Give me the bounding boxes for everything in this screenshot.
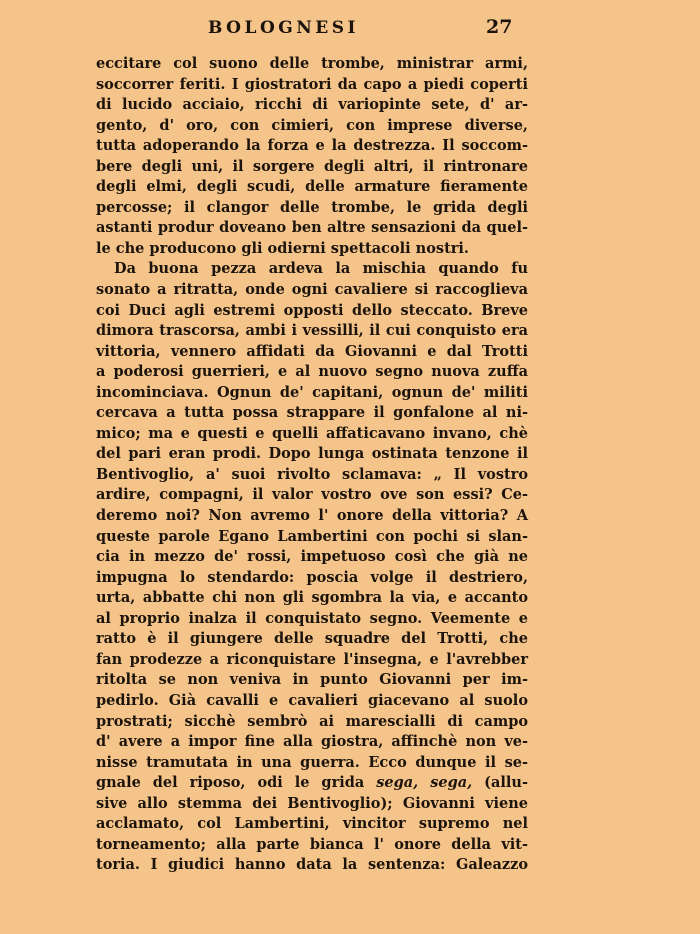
text-line: toria. I giudici hanno data la sentenza: Galeazzo xyxy=(96,856,528,874)
text-line-paragraph-start: Da buona pezza ardeva la mischia quando fu xyxy=(114,260,528,278)
running-head xyxy=(0,14,700,44)
text-line: eccitare col suono delle trombe, ministrar armi, xyxy=(96,55,528,72)
text-line: al proprio inalza il conquistato segno. Veemente e xyxy=(96,609,528,627)
text-line: gento, d' oro, con cimieri, con imprese diverse, xyxy=(96,116,528,134)
text-line: cercava a tutta possa strappare il gonfalone al ni- xyxy=(96,404,528,422)
text-line: queste parole Egano Lambertini con pochi si slan- xyxy=(96,527,528,545)
text-run: gnale del riposo, odi le grida xyxy=(96,774,365,792)
text-line: tutta adoperando la forza e la destrezza. Il soccom- xyxy=(96,137,528,155)
text-line: sive allo stemma dei Bentivoglio); Giovanni viene xyxy=(96,794,528,812)
text-line: nisse tramutata in una guerra. Ecco dunque il se- xyxy=(96,753,528,771)
italic-phrase: sega, sega, xyxy=(376,774,473,792)
text-line: sonato a ritratta, onde ogni cavaliere si raccoglieva xyxy=(96,281,528,299)
text-line: mico; ma e questi e quelli affaticavano invano, chè xyxy=(96,424,528,442)
text-line: soccorrer feriti. I giostratori da capo a piedi coperti xyxy=(96,75,528,93)
text-line: cia in mezzo de' rossi, impetuoso così che già ne xyxy=(96,548,528,566)
text-line: bere degli uni, il sorgere degli altri, il rintronare xyxy=(96,157,528,175)
text-line: torneamento; alla parte bianca l' onore della vit- xyxy=(96,835,528,853)
page-number: 27 xyxy=(486,16,513,38)
text-line: ratto è il giungere delle squadre del Trotti, che xyxy=(96,630,528,648)
text-line: degli elmi, degli scudi, delle armature fieramente xyxy=(96,178,528,196)
text-line: Bentivoglio, a' suoi rivolto sclamava: „ Il vostro xyxy=(96,465,528,483)
text-line: impugna lo stendardo: poscia volge il destriero, xyxy=(96,568,528,586)
text-line: coi Duci agli estremi opposti dello steccato. Breve xyxy=(96,301,528,319)
text-line: acclamato, col Lambertini, vincitor supremo nel xyxy=(96,815,528,833)
text-line: astanti produr doveano ben altre sensazioni da quel- xyxy=(96,219,528,237)
text-line-paragraph-end: le che producono gli odierni spettacoli nostri. xyxy=(96,239,469,257)
text-line: di lucido acciaio, ricchi di variopinte sete, d' ar- xyxy=(96,96,528,114)
text-line: percosse; il clangor delle trombe, le grida degli xyxy=(96,198,528,216)
text-line: fan prodezze a riconquistare l'insegna, e l'avrebber xyxy=(96,650,528,668)
text-line: del pari eran prodi. Dopo lunga ostinata tenzone il xyxy=(96,445,528,463)
body-text xyxy=(96,54,528,876)
text-line: d' avere a impor fine alla giostra, affinchè non ve- xyxy=(96,733,528,751)
running-title: BOLOGNESI xyxy=(208,18,359,38)
text-line: dimora trascorsa, ambi i vessilli, il cui conquisto era xyxy=(96,322,528,340)
text-run: (allu- xyxy=(484,774,528,792)
text-line: ardire, compagni, il valor vostro ove son essi? Ce- xyxy=(96,486,528,504)
text-line: urta, abbatte chi non gli sgombra la via, e accanto xyxy=(96,589,528,607)
text-line-with-italic xyxy=(96,773,528,794)
text-line: deremo noi? Non avremo l' onore della vittoria? A xyxy=(96,507,528,525)
text-line: a poderosi guerrieri, e al nuovo segno nuova zuffa xyxy=(96,363,528,381)
text-line: vittoria, vennero affidati da Giovanni e dal Trotti xyxy=(96,342,528,360)
text-line: incominciava. Ognun de' capitani, ognun de' militi xyxy=(96,383,528,401)
text-line: ritolta se non veniva in punto Giovanni per im- xyxy=(96,671,528,689)
text-line: prostrati; sicchè sembrò ai marescialli di campo xyxy=(96,712,528,730)
text-line: pedirlo. Già cavalli e cavalieri giacevano al suolo xyxy=(96,691,528,709)
